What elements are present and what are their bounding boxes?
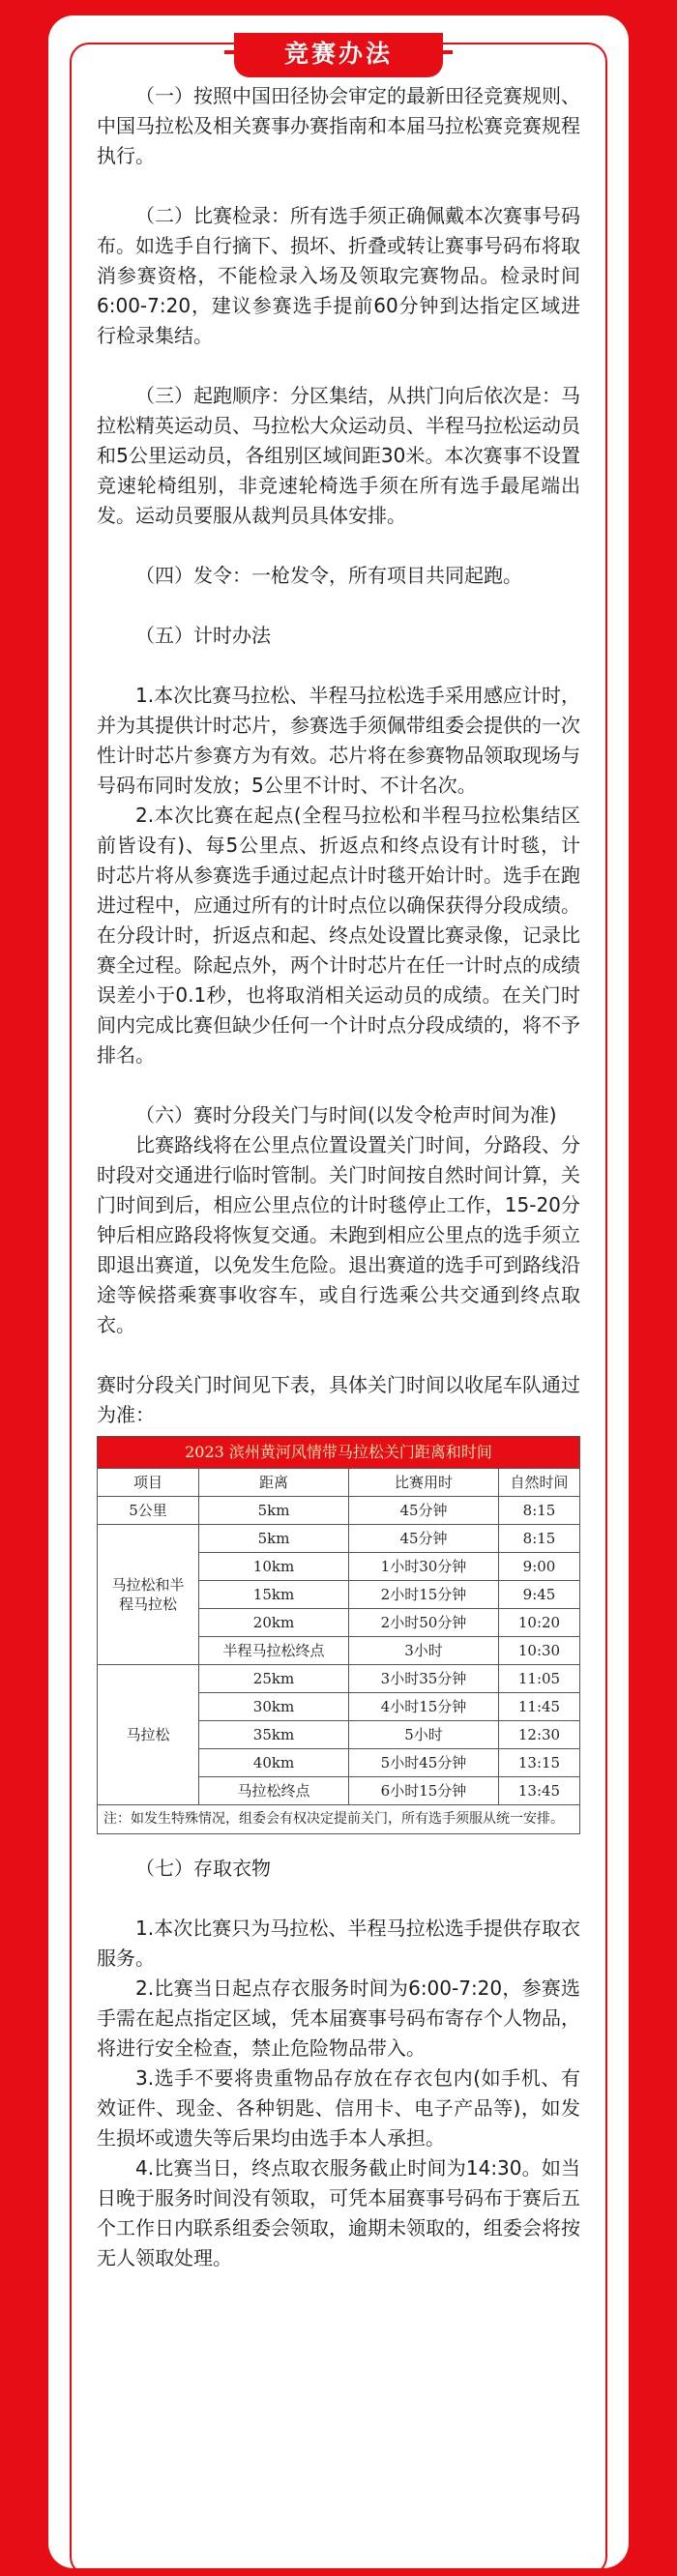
header-duration: 比赛用时 bbox=[349, 1469, 499, 1497]
rule-paragraph-7-1: 1.本次比赛只为马拉松、半程马拉松选手提供存取衣服务。 bbox=[97, 1917, 580, 1970]
rule-paragraph-1: （一）按照中国田径协会审定的最新田径竞赛规则、中国马拉松及相关赛事办赛指南和本届马拉松赛竞赛规程执行。 bbox=[97, 84, 580, 167]
table-row bbox=[98, 1525, 580, 1553]
rule-paragraph-5-2: 2.本次比赛在起点(全程马拉松和半程马拉松集结区前皆设有)、每5公里点、折返点和终点设有计时毯，计时芯片将从参赛选手通过起点计时毯开始计时。选手在跑进过程中，应通过所有的计时点位以确保获得分段成绩。在分段计时，折返点和起、终点处设置比赛录像，记录比赛全过程。除起点外，两个计时芯片在任一计时点的成绩误差小于0.1秒，也将取消相关运动员的成绩。在关门时间内完成比赛但缺少任何一个计时点分段成绩的，将不予排名。 bbox=[97, 804, 580, 1067]
cell-clock: 12:30 bbox=[499, 1721, 580, 1749]
rule-heading-5: （五）计时办法 bbox=[135, 624, 271, 647]
cell-distance: 25km bbox=[199, 1665, 349, 1693]
cell-distance: 马拉松终点 bbox=[199, 1777, 349, 1805]
header-distance: 距离 bbox=[199, 1469, 349, 1497]
rule-paragraph-2: （二）比赛检录：所有选手须正确佩戴本次赛事号码布。如选手自行摘下、损坏、折叠或转让赛事号码布将取消参赛资格，不能检录入场及领取完赛物品。检录时间6:00-7:20，建议参赛选手提前60分钟到达指定区域进行检录集结。 bbox=[97, 204, 580, 347]
table-row bbox=[98, 1497, 580, 1525]
cell-duration: 45分钟 bbox=[349, 1497, 499, 1525]
cell-clock: 13:45 bbox=[499, 1777, 580, 1805]
cell-clock: 9:00 bbox=[499, 1553, 580, 1581]
cell-duration: 5小时45分钟 bbox=[349, 1749, 499, 1777]
cutoff-schedule-table bbox=[97, 1436, 580, 1834]
cell-clock: 9:45 bbox=[499, 1581, 580, 1609]
cell-distance: 10km bbox=[199, 1553, 349, 1581]
rule-paragraph-3: （三）起跑顺序：分区集结，从拱门向后依次是：马拉松精英运动员、马拉松大众运动员、半程马拉松运动员和5公里运动员，各组别区域间距30米。本次赛事不设置竞速轮椅组别，非竞速轮椅选手须在所有选手最尾端出发。运动员要服从裁判员具体安排。 bbox=[97, 384, 580, 527]
group-half: 马拉松和半程马拉松 bbox=[98, 1525, 199, 1665]
rules-content bbox=[97, 81, 580, 2273]
table-caption: 2023 滨州黄河风情带马拉松关门距离和时间 bbox=[98, 1437, 580, 1469]
table-intro: 赛时分段关门时间见下表，具体关门时间以收尾车队通过为准： bbox=[97, 1373, 580, 1426]
group-full: 马拉松 bbox=[98, 1665, 199, 1805]
cell-duration: 1小时30分钟 bbox=[349, 1553, 499, 1581]
cell-clock: 13:15 bbox=[499, 1749, 580, 1777]
cell-clock: 8:15 bbox=[499, 1525, 580, 1553]
rule-heading-7: （七）存取衣物 bbox=[135, 1857, 271, 1880]
cell-duration: 2小时15分钟 bbox=[349, 1581, 499, 1609]
cell-clock: 8:15 bbox=[499, 1497, 580, 1525]
cell-duration: 5小时 bbox=[349, 1721, 499, 1749]
cell-clock: 11:45 bbox=[499, 1693, 580, 1721]
rule-heading-6: （六）赛时分段关门与时间(以发令枪声时间为准) bbox=[135, 1103, 557, 1127]
cell-clock: 10:30 bbox=[499, 1637, 580, 1665]
rule-paragraph-7-3: 3.选手不要将贵重物品存放在存衣包内(如手机、有效证件、现金、各种钥匙、信用卡、电子产品等)，如发生损坏或遗失等后果均由选手本人承担。 bbox=[97, 2066, 580, 2150]
table-note: 注：如发生特殊情况，组委会有权决定提前关门，所有选手须服从统一安排。 bbox=[98, 1805, 580, 1834]
cell-distance: 40km bbox=[199, 1749, 349, 1777]
rule-paragraph-5-1: 1.本次比赛马拉松、半程马拉松选手采用感应计时，并为其提供计时芯片，参赛选手须佩带组委会提供的一次性计时芯片参赛方为有效。芯片将在参赛物品领取现场与号码布同时发放；5公里不计时、不计名次。 bbox=[97, 684, 580, 797]
cell-clock: 11:05 bbox=[499, 1665, 580, 1693]
cell-distance: 35km bbox=[199, 1721, 349, 1749]
cell-distance: 30km bbox=[199, 1693, 349, 1721]
group-5k: 5公里 bbox=[98, 1497, 199, 1525]
cell-distance: 15km bbox=[199, 1581, 349, 1609]
cell-duration: 45分钟 bbox=[349, 1525, 499, 1553]
cell-distance: 5km bbox=[199, 1497, 349, 1525]
cell-distance: 半程马拉松终点 bbox=[199, 1637, 349, 1665]
cell-duration: 2小时50分钟 bbox=[349, 1609, 499, 1637]
header-event: 项目 bbox=[98, 1469, 199, 1497]
cell-duration: 3小时35分钟 bbox=[349, 1665, 499, 1693]
header-clock: 自然时间 bbox=[499, 1469, 580, 1497]
cell-duration: 3小时 bbox=[349, 1637, 499, 1665]
rule-paragraph-4: （四）发令：一枪发令，所有项目共同起跑。 bbox=[135, 564, 522, 587]
cell-duration: 6小时15分钟 bbox=[349, 1777, 499, 1805]
cell-duration: 4小时15分钟 bbox=[349, 1693, 499, 1721]
cell-distance: 5km bbox=[199, 1525, 349, 1553]
section-title: 竞赛办法 bbox=[234, 33, 443, 77]
rule-paragraph-7-2: 2.比赛当日起点存衣服务时间为6:00-7:20，参赛选手需在起点指定区域，凭本届赛事号码布寄存个人物品，将进行安全检查，禁止危险物品带入。 bbox=[97, 1976, 580, 2060]
table-row bbox=[98, 1665, 580, 1693]
cell-distance: 20km bbox=[199, 1609, 349, 1637]
cell-clock: 10:20 bbox=[499, 1609, 580, 1637]
rule-paragraph-6-1: 比赛路线将在公里点位置设置关门时间，分路段、分时段对交通进行临时管制。关门时间按自然时间计算，关门时间到后，相应公里点位的计时毯停止工作，15-20分钟后相应路段将恢复交通。未跑到相应公里点的选手须立即退出赛道，以免发生危险。退出赛道的选手可到路线沿途等候搭乘赛事收容车，或自行选乘公共交通到终点取衣。 bbox=[97, 1133, 580, 1336]
rule-paragraph-7-4: 4.比赛当日，终点取衣服务截止时间为14:30。如当日晚于服务时间没有领取，可凭本届赛事号码布于赛后五个工作日内联系组委会领取，逾期未领取的，组委会将按无人领取处理。 bbox=[97, 2156, 580, 2269]
